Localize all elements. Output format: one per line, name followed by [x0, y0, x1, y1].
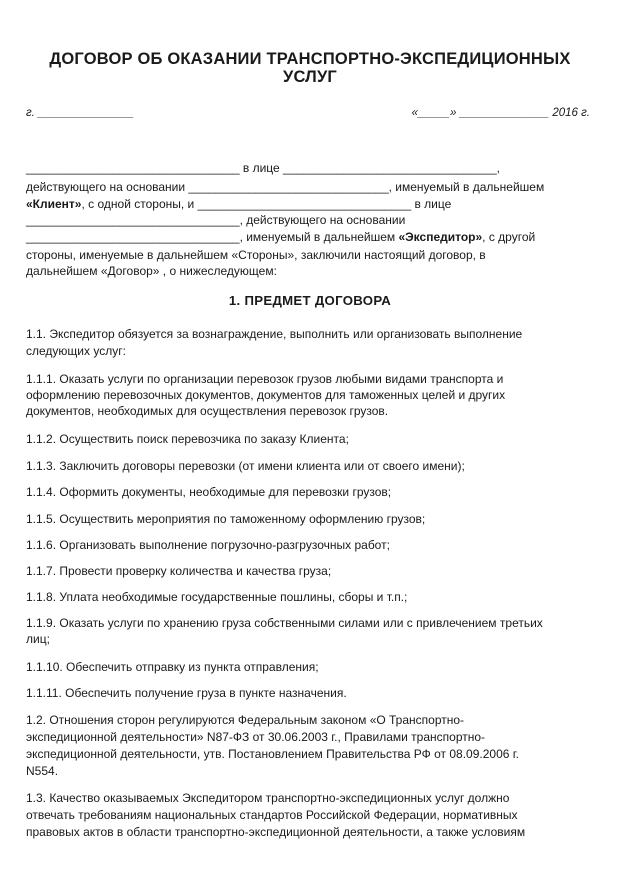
section-1-title: 1. ПРЕДМЕТ ДОГОВОРА: [228, 293, 392, 308]
clause-1-1-7: 1.1.7. Провести проверку количества и качества груза;: [26, 564, 332, 578]
document-title-line2: УСЛУГ: [283, 68, 337, 86]
parties-line-5: [26, 230, 535, 244]
parties-line-2: действующего на основании ______________________________, именуемый в дальнейшем: [26, 180, 545, 194]
clause-1-1-5: 1.1.5. Осуществить мероприятия по таможенному оформлению грузов;: [26, 512, 426, 526]
parties-line-3-text: , с одной стороны, и ________________________________ в лице: [81, 197, 452, 211]
document-title-line1: ДОГОВОР ОБ ОКАЗАНИИ ТРАНСПОРТНО-ЭКСПЕДИЦИОННЫХ: [49, 50, 571, 68]
clause-1-1-line-1: 1.1. Экспедитор обязуется за вознаграждение, выполнить или организовать выполнение: [26, 327, 523, 341]
parties-line-1: ________________________________ в лице ________________________________,: [26, 161, 500, 175]
clause-1-1-3: 1.1.3. Заключить договоры перевозки (от имени клиента или от своего имени);: [26, 459, 465, 473]
expeditor-term: «Экспедитор»: [398, 230, 483, 244]
clause-1-1-8: 1.1.8. Уплата необходимые государственные пошлины, сборы и т.п.;: [26, 590, 408, 604]
clause-1-2-line-1: 1.2. Отношения сторон регулируются Федеральным законом «О Транспортно-: [26, 713, 465, 727]
clause-1-1-9-line-2: лиц;: [26, 632, 50, 646]
clause-1-3-line-3: правовых актов в области транспортно-экспедиционной деятельности, а также условиям: [26, 825, 526, 839]
clause-1-2-line-4: N554.: [26, 764, 59, 778]
city-field: г. _______________: [26, 107, 134, 119]
client-term: «Клиент»: [26, 197, 82, 211]
parties-line-3: [26, 197, 451, 211]
clause-1-1-1-line-2: оформлению перевозочных документов, документов для таможенных целей и других: [26, 388, 506, 402]
clause-1-1-1-line-1: 1.1.1. Оказать услуги по организации перевозок грузов любыми видами транспорта и: [26, 372, 504, 386]
clause-1-1-4: 1.1.4. Оформить документы, необходимые для перевозки грузов;: [26, 485, 392, 499]
parties-line-7: дальнейшем «Договор» , о нижеследующем:: [26, 264, 277, 278]
clause-1-1-10: 1.1.10. Обеспечить отправку из пункта отправления;: [26, 660, 319, 674]
date-field: «_____» ______________ 2016 г.: [411, 107, 590, 119]
clause-1-2-line-3: экспедиционной деятельности, утв. Постановлением Правительства РФ от 08.09.2006 г.: [26, 747, 519, 761]
clause-1-1-1-line-3: документов, необходимых для осуществления перевозок грузов.: [26, 404, 389, 418]
clause-1-3-line-1: 1.3. Качество оказываемых Экспедитором транспортно-экспедиционных услуг должно: [26, 791, 510, 805]
parties-line-5-end: , с другой: [482, 230, 536, 244]
parties-line-6: стороны, именуемые в дальнейшем «Стороны», заключили настоящий договор, в: [26, 248, 486, 262]
clause-1-1-11: 1.1.11. Обеспечить получение груза в пункте назначения.: [26, 686, 347, 700]
clause-1-3-line-2: отвечать требованиям национальных стандартов Российской Федерации, нормативных: [26, 808, 518, 822]
parties-line-4: ________________________________, действующего на основании: [26, 213, 406, 227]
parties-line-5-text: ________________________________, именуемый в дальнейшем: [26, 230, 399, 244]
clause-1-1-6: 1.1.6. Организовать выполнение погрузочно-разгрузочных работ;: [26, 538, 390, 552]
clause-1-1-line-2: следующих услуг:: [26, 344, 126, 358]
clause-1-2-line-2: экспедиционной деятельности» N87-ФЗ от 30.06.2003 г., Правилами транспортно-: [26, 730, 486, 744]
clause-1-1-9-line-1: 1.1.9. Оказать услуги по хранению груза собственными силами или с привлечением третьих: [26, 616, 543, 630]
clause-1-1-2: 1.1.2. Осуществить поиск перевозчика по заказу Клиента;: [26, 432, 349, 446]
